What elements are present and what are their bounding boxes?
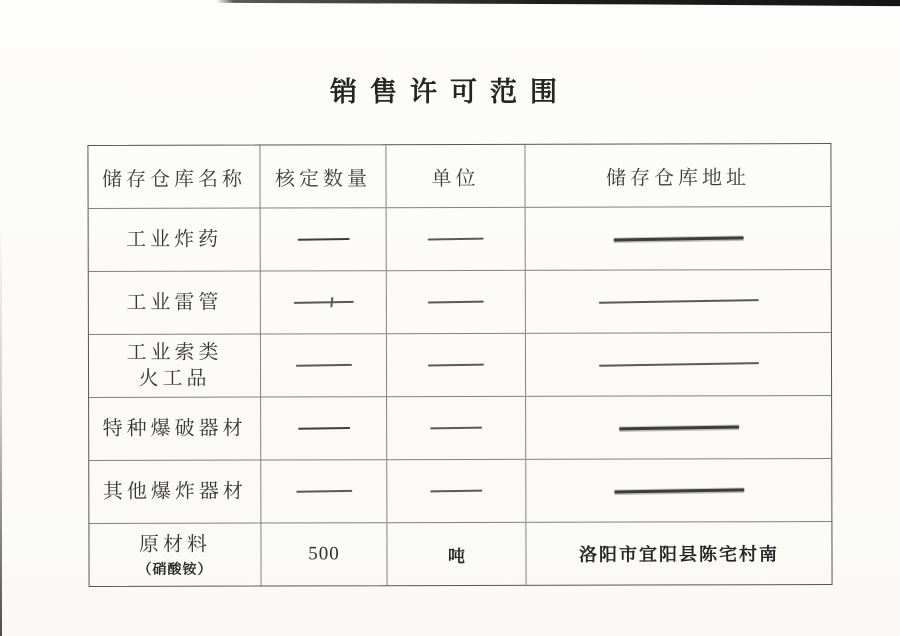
dash-mark <box>298 427 350 430</box>
header-warehouse-name: 储存仓库名称 <box>88 146 260 208</box>
row-label: 工业雷管 <box>89 272 261 334</box>
dash-mark <box>614 488 744 493</box>
row-label-line2: （硝酸铵） <box>137 562 213 578</box>
row-label: 工业炸药 <box>89 209 261 271</box>
unit-cell <box>387 460 526 522</box>
dash-mark <box>619 425 739 430</box>
header-unit: 单位 <box>386 145 525 207</box>
header-warehouse-address: 储存仓库地址 <box>605 166 751 190</box>
unit-cell <box>387 334 526 396</box>
dash-mark <box>598 362 758 366</box>
dash-mark <box>293 301 353 303</box>
table-row <box>89 270 831 335</box>
row-label <box>89 335 261 397</box>
table-row <box>89 459 831 524</box>
address-cell <box>526 270 831 333</box>
table-row <box>89 522 831 586</box>
page-title: 销售许可范围 <box>330 77 570 107</box>
scan-artifact-left-edge <box>0 225 2 636</box>
dash-mark <box>428 364 484 366</box>
dash-mark <box>430 490 482 492</box>
row-label-line1: 原材料 <box>138 533 211 556</box>
row-label: 特种爆破器材 <box>89 398 261 460</box>
unit-cell: 吨 <box>387 523 526 585</box>
row-label: 其他爆炸器材 <box>89 461 261 523</box>
address-cell <box>526 333 831 396</box>
address-cell <box>526 396 831 459</box>
quantity-cell <box>261 271 387 333</box>
row-label-line2: 火工品 <box>138 367 211 390</box>
dash-mark <box>297 238 349 241</box>
dash-mark <box>598 299 758 303</box>
header-approved-quantity: 核定数量 <box>260 145 386 207</box>
quantity-cell <box>261 334 387 396</box>
quantity-cell: 500 <box>261 523 387 585</box>
quantity-cell <box>261 208 387 270</box>
dash-mark <box>430 427 482 429</box>
license-scope-table <box>87 143 832 587</box>
address-cell <box>526 459 831 522</box>
dash-mark <box>296 490 352 492</box>
unit-cell <box>387 397 526 459</box>
scan-artifact-top-band <box>0 0 900 7</box>
table-header-row <box>88 144 830 209</box>
quantity-cell <box>261 460 387 522</box>
address-cell <box>526 207 831 270</box>
address-cell: 洛阳市宜阳县陈宅村南 <box>578 544 780 565</box>
unit-cell <box>387 208 526 270</box>
row-label-line1: 工业索类 <box>126 341 223 364</box>
dash-mark <box>428 238 484 240</box>
table-row <box>89 333 831 398</box>
table-row <box>89 207 831 272</box>
table-row <box>89 396 831 461</box>
dash-mark <box>428 301 484 303</box>
row-label <box>89 524 261 586</box>
unit-cell <box>387 271 526 333</box>
dash-mark <box>295 364 351 366</box>
quantity-cell <box>261 397 387 459</box>
dash-mark <box>613 236 743 241</box>
